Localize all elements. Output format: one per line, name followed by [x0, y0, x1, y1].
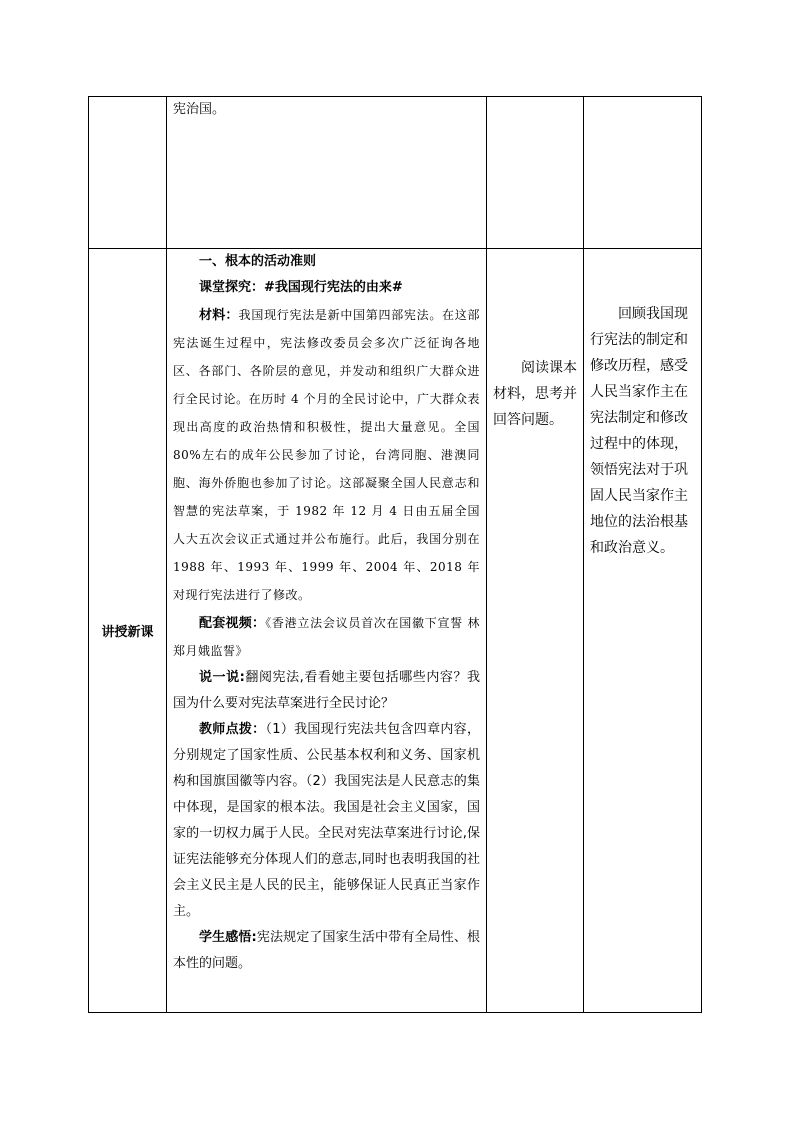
content-cell	[167, 249, 487, 1013]
inquiry-label: 课堂探究：	[199, 280, 265, 295]
say-paragraph	[173, 665, 480, 717]
section-heading: 一、根本的活动准则	[199, 254, 317, 269]
student-activity-cell	[487, 249, 584, 1013]
section-cell-empty	[89, 97, 167, 249]
student-label: 学生感悟:	[199, 930, 257, 945]
material-label: 材料：	[199, 308, 239, 323]
say-label: 说一说:	[199, 670, 245, 685]
video-paragraph	[173, 609, 480, 665]
inquiry-title: #我国现行宪法的由来#	[264, 280, 403, 295]
design-intent-text: 回顾我国现行宪法的制定和修改历程，感受人民当家作主在宪法制定和修改过程中的体现，领悟宪法对于巩固人民当家作主地位的法治根基和政治意义。	[590, 306, 688, 556]
content-cell	[167, 97, 487, 249]
inquiry-paragraph	[173, 275, 480, 301]
student-activity-cell-empty	[487, 97, 584, 249]
material-paragraph	[173, 301, 480, 609]
video-text: 《香港立法会议员首次在国徽下宣誓 林郑月娥监誓》	[173, 616, 480, 658]
teacher-label: 教师点拨：	[199, 722, 266, 737]
student-text: 宪法规定了国家生活中带有全局性、根本性的问题。	[173, 930, 480, 971]
teacher-paragraph	[173, 717, 480, 925]
section-label: 讲授新课	[89, 249, 167, 1013]
content-text: 宪治国。	[173, 102, 226, 117]
lesson-plan-table	[88, 96, 702, 1013]
video-label: 配套视频：	[199, 616, 266, 631]
table-row	[89, 97, 702, 249]
student-activity-text: 阅读课本材料，思考并回答问题。	[493, 360, 577, 428]
student-paragraph	[173, 925, 480, 977]
design-intent-cell	[584, 249, 702, 1013]
say-text: 翻阅宪法,看看她主要包括哪些内容？我国为什么要对宪法草案进行全民讨论？	[173, 670, 480, 711]
table-row	[89, 249, 702, 1013]
design-intent-cell-empty	[584, 97, 702, 249]
material-text: 我国现行宪法是新中国第四部宪法。在这部宪法诞生过程中，宪法修改委员会多次广泛征询各地区、各部门、各阶层的意见，并发动和组织广大群众进行全民讨论。在历时 4 个月的全民讨论中，广大群众表现出高度的政治热情和积极性，提出大量意见。全国 80%左右的成年公民参加了讨论，台湾同胞、港澳同胞、海外侨胞也参加了讨论。这部凝聚全国人民意志和智慧的宪法草案，于 1982 年 12 月 4 日由五届全国人大五次会议正式通过并公布施行。此后，我国分别在 1988 年、1993 年、1999 年、2004 年、2018 年对现行宪法进行了修改。	[173, 308, 480, 602]
teacher-text: （1）我国现行宪法共包含四章内容，分别规定了国家性质、公民基本权利和义务、国家机构和国旗国徽等内容。（2）我国宪法是人民意志的集中体现，是国家的根本法。我国是社会主义国家，国家的一切权力属于人民。全民对宪法草案进行讨论,保证宪法能够充分体现人们的意志,同时也表明我国的社会主义民主是人民的民主，能够保证人民真正当家作主。	[173, 722, 480, 919]
